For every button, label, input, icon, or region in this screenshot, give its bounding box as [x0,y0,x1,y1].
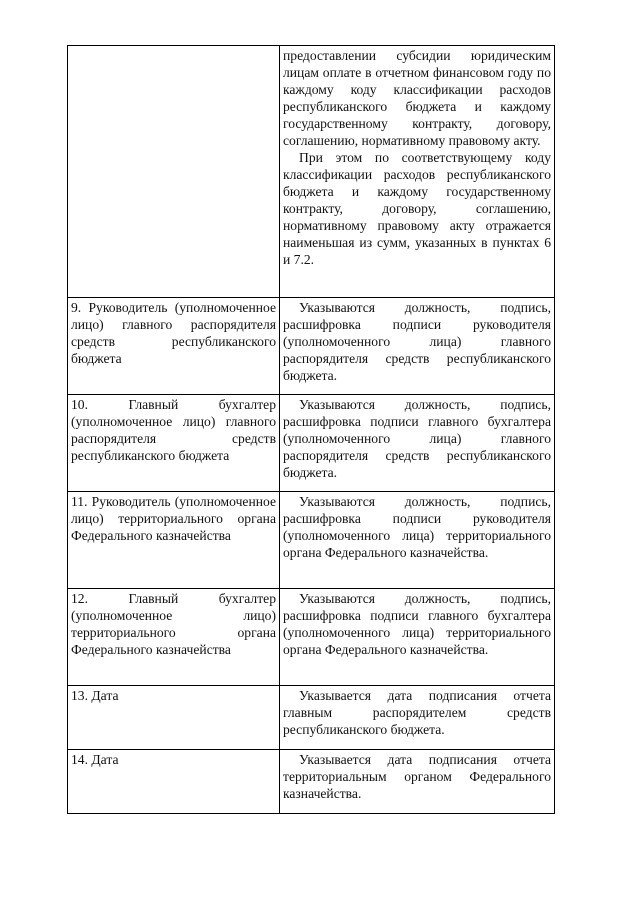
instructions-table [67,45,555,814]
description-paragraph: Указываются должность, подпись, расшифровка подписи руководителя (уполномоченного лица) главного распорядителя средств республиканского бюджета. [283,300,551,383]
row-description-cell [280,395,555,492]
table-row [68,298,555,395]
table-row [68,589,555,686]
description-paragraph: Указываются должность, подпись, расшифровка подписи руководителя (уполномоченного лица) территориального органа Федерального казначейства. [283,494,551,560]
description-paragraph: Указываются должность, подпись, расшифровка подписи главного бухгалтера (уполномоченного лица) главного распорядителя средств республиканского бюджета. [283,397,551,480]
description-paragraph: Указывается дата подписания отчета главным распорядителем средств республиканского бюджета. [283,688,551,737]
row-description-cell [280,589,555,686]
row-label-cell: 13. Дата [68,686,280,750]
row-label-cell: 9. Руководитель (уполномоченное лицо) главного распорядителя средств республиканского бюджета [68,298,280,395]
row-description-cell [280,298,555,395]
row-label-cell [68,46,280,298]
description-paragraph: Указываются должность, подпись, расшифровка подписи главного бухгалтера (уполномоченного лица) территориального органа Федерального казначейства. [283,591,551,657]
table-row [68,686,555,750]
description-paragraph: предоставлении субсидии юридическим лицам оплате в отчетном финансовом году по каждому коду классификации расходов республиканского бюджета и каждому государственному контракту, договору, соглашению, нормативному правовому акту. [283,48,551,148]
row-label-cell: 10. Главный бухгалтер (уполномоченное лицо) главного распорядителя средств республиканского бюджета [68,395,280,492]
row-description-cell [280,686,555,750]
description-paragraph: Указывается дата подписания отчета территориальным органом Федерального казначейства. [283,752,551,801]
table-row [68,46,555,298]
row-label-cell: 12. Главный бухгалтер (уполномоченное лицо) территориального органа Федерального казначейства [68,589,280,686]
row-description-cell [280,492,555,589]
table-row [68,750,555,814]
description-paragraph: При этом по соответствующему коду классификации расходов республиканского бюджета и каждому государственному контракту, договору, соглашению, нормативному правовому акту отражается наименьшая из сумм, указанных в пунктах 6 и 7.2. [283,150,551,267]
row-label-cell: 11. Руководитель (уполномоченное лицо) территориального органа Федерального казначейства [68,492,280,589]
table-row [68,492,555,589]
row-description-cell [280,46,555,298]
row-description-cell [280,750,555,814]
table-row [68,395,555,492]
row-label-cell: 14. Дата [68,750,280,814]
